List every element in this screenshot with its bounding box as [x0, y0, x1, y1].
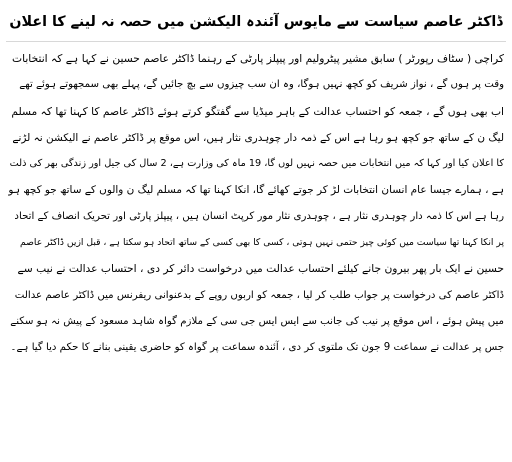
headline: ڈاکٹر عاصم سیاست سے مایوس آئندہ الیکشن میں حصہ نہ لینے کا اعلان — [9, 14, 503, 30]
article-line: لیگ ن کے ساتھ جو کچھ ہو رہا ہے اس کے ذمہ دار چوہدری نثار ہیں، اس موقع پر ڈاکٹر عاصم نے الیکشن نہ لڑنے — [12, 131, 504, 144]
article-line: کا اعلان کیا اور کہا کہ میں انتخابات میں حصہ نہیں لوں گا، 19 ماہ کی وزارت ہے، 2 سال کی جیل اور زندگی بھر کی ذلت — [9, 158, 504, 170]
article-line: حسین نے ایک بار پھر بیرون جانے کیلئے احتساب عدالت میں درخواست دائر کر دی ، احتساب عدالت نے نیب سے — [17, 262, 504, 276]
article-line: اب بھی ہوں گے ، جمعہ کو احتساب عدالت کے باہر میڈیا سے گفتگو کرتے ہوئے ڈاکٹر عاصم کا کہنا تھا کہ مسلم — [11, 104, 504, 118]
article-line: ہے ، ہمارے جیسا عام انسان انتخابات لڑ کر جوتے کھائے گا، انکا کہنا تھا کہ مسلم لیگ ن والوں کے ساتھ جو کچھ ہو — [8, 184, 504, 197]
article-line: کراچی ( سٹاف رپورٹر ) سابق مشیر پیٹرولیم اور پیپلز پارٹی کے رہنما ڈاکٹر عاصم حسین نے کہا ہے کہ انتخابات — [12, 52, 504, 65]
article-line: جس پر عدالت نے سماعت 9 جون تک ملتوی کر دی ، آئندہ سماعت پر گواہ کو حاضری یقینی بنانے کا حکم دیا گیا ہے۔ — [10, 342, 504, 354]
article-line: رہا ہے اس کا ذمہ دار چوہدری نثار ہے ، چوہدری نثار مور کرپٹ انسان ہیں ، پیپلز پارٹی اور تحریک انصاف کے اتحاد — [14, 210, 504, 222]
headline-divider — [6, 41, 506, 42]
article-line: ڈاکٹر عاصم کی درخواست پر جواب طلب کر لیا ، جمعہ کو اربوں روپے کے بدعنوانی ریفرنس میں ڈاکٹر عاصم عدالت — [14, 289, 504, 301]
article-line: وقت پر ہوں گے ، نواز شریف کو کچھ نہیں ہوگا، وہ ان سب چیزوں سے بچ جائیں گے، پہلے بھی سمجھوتے ہوئے تھے — [19, 79, 504, 91]
article-line: پر انکا کہنا تھا سیاست میں کوئی چیز حتمی نہیں ہوتی ، کسی کا بھی کسی کے ساتھ اتحاد ہو سکتا ہے ، قبل ازیں ڈاکٹر عاصم — [20, 237, 504, 249]
headline-container — [6, 4, 506, 40]
article-body — [8, 46, 504, 362]
article-line: میں پیش ہوئے ، اس موقع پر نیب کی جانب سے ایس ایس جی سی کے ملازم گواہ شاہد مسعود کے پیش نہ ہو سکنے — [10, 315, 504, 327]
